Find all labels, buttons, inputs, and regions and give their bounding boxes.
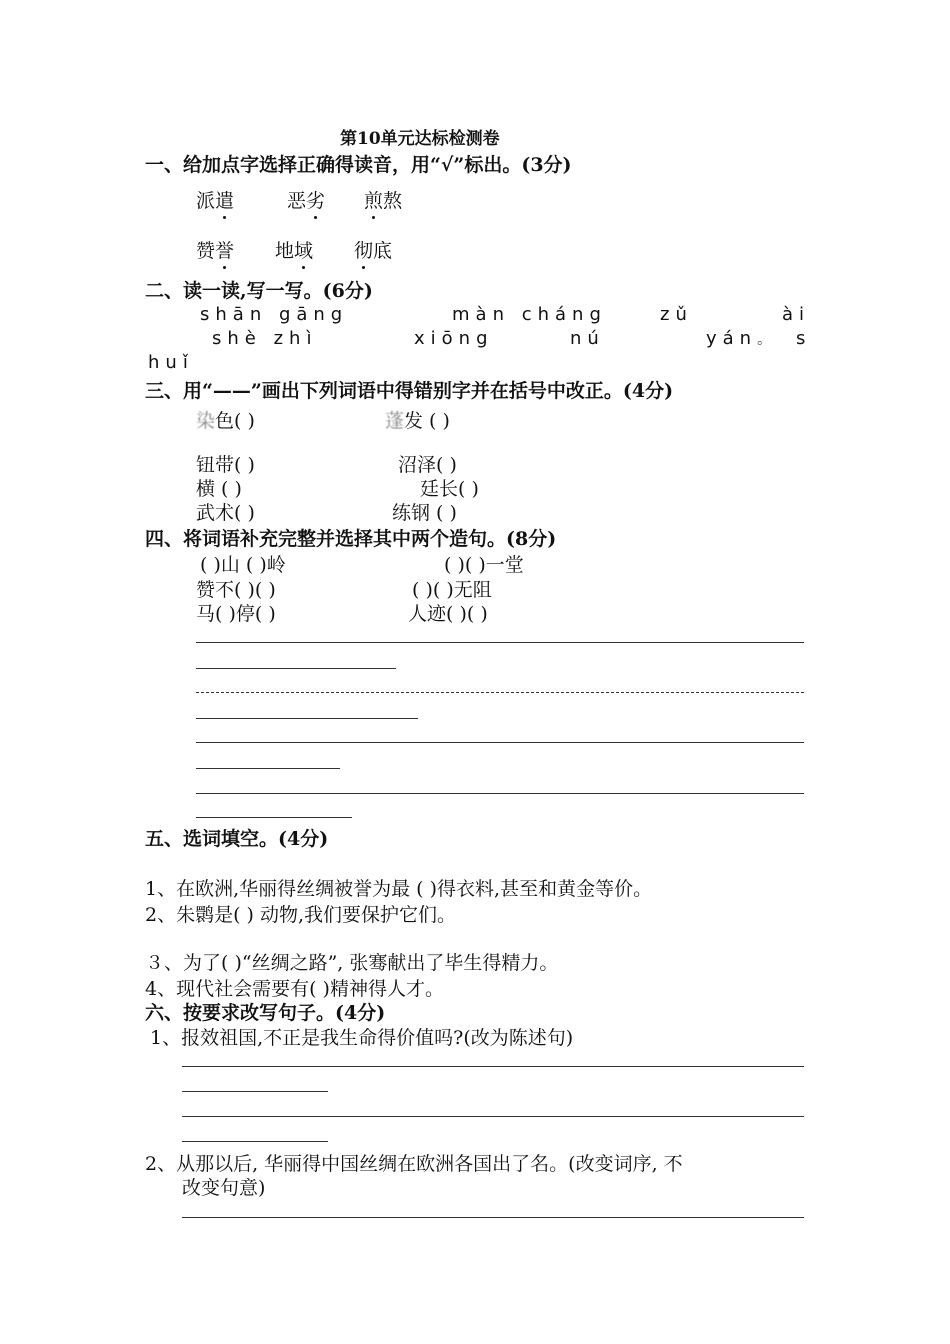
idiom-item: 马( )停( ) <box>196 603 276 625</box>
pinyin-item: shān gāng <box>200 304 349 325</box>
section-4-heading: 四、将词语补充完整并选择其中两个造句。(8分) <box>145 528 557 550</box>
correction-item: 练钢 ( ) <box>392 502 457 524</box>
idiom-item: 赞不( )( ) <box>196 579 276 601</box>
answer-line <box>196 642 804 643</box>
answer-line <box>182 1141 328 1142</box>
answer-line <box>182 1116 804 1117</box>
section-6-heading: 六、按要求改写句子。(4分) <box>145 1002 386 1024</box>
rewrite-question: 改变句意) <box>182 1177 266 1199</box>
fill-blank-item: 4、现代社会需要有( )精神得人才。 <box>145 978 444 1000</box>
answer-line <box>196 793 804 794</box>
word-item: 派遣 <box>196 186 234 213</box>
correction-item: 钮带( ) <box>196 454 255 476</box>
page-title: 第10单元达标检测卷 <box>340 129 500 149</box>
correction-item: 沼泽( ) <box>398 454 457 476</box>
fill-blank-item: 1、在欧洲,华丽得丝绸被誉为最 ( )得衣料,甚至和黄金等价。 <box>145 878 653 900</box>
fill-blank-item: 2、朱鹮是( ) 动物,我们要保护它们。 <box>145 904 457 926</box>
answer-line <box>182 1217 804 1218</box>
section-5-heading: 五、选词填空。(4分) <box>145 828 329 850</box>
fill-blank-item: ３、为了( )“丝绸之路”, 张骞献出了毕生得精力。 <box>145 952 559 974</box>
word-item: 煎熬 <box>364 186 402 213</box>
pinyin-item: màn cháng <box>452 304 607 325</box>
pinyin-item: zǔ <box>660 304 693 325</box>
rewrite-question: 2、从那以后, 华丽得中国丝绸在欧洲各国出了名。(改变词序, 不 <box>145 1153 683 1175</box>
correction-item: 染色( ) <box>196 410 255 432</box>
rewrite-question: 1、报效祖国,不正是我生命得价值吗?(改为陈述句) <box>150 1027 574 1049</box>
pinyin-item: nú <box>570 328 605 349</box>
pinyin-item: yán。 <box>706 328 772 349</box>
pinyin-item: ài <box>782 304 811 325</box>
answer-line <box>196 718 418 719</box>
correction-item: 横 ( ) <box>196 478 242 500</box>
word-item: 彻底 <box>354 236 392 263</box>
correction-item: 廷长( ) <box>420 478 479 500</box>
idiom-item: ( )山 ( )岭 <box>200 554 286 576</box>
answer-line <box>196 668 396 669</box>
pinyin-item: huǐ <box>148 352 194 373</box>
section-1-heading: 一、给加点字选择正确得读音，用“√”标出。(3分) <box>145 154 572 176</box>
correction-item: 武术( ) <box>196 502 255 524</box>
section-3-heading: 三、用“——”画出下列词语中得错别字并在括号中改正。(4分) <box>145 380 674 402</box>
idiom-item: 人迹( )( ) <box>408 603 488 625</box>
answer-line <box>182 1091 328 1092</box>
section-2-heading: 二、读一读,写一写。(6分) <box>145 280 373 302</box>
pinyin-item: xiōng <box>414 328 494 349</box>
answer-line <box>196 817 352 818</box>
answer-line <box>182 1066 804 1067</box>
word-item: 地域 <box>275 236 313 263</box>
idiom-item: ( )( )一堂 <box>444 554 524 576</box>
correction-item: 蓬发 ( ) <box>385 410 450 432</box>
word-item: 赞誉 <box>196 236 234 263</box>
answer-line <box>196 768 340 769</box>
word-item: 恶劣 <box>287 186 325 213</box>
idiom-item: ( )( )无阻 <box>412 579 492 601</box>
pinyin-item: shè zhì <box>212 328 318 349</box>
answer-line <box>196 742 804 743</box>
answer-line <box>196 692 804 693</box>
pinyin-item: s <box>796 328 812 349</box>
